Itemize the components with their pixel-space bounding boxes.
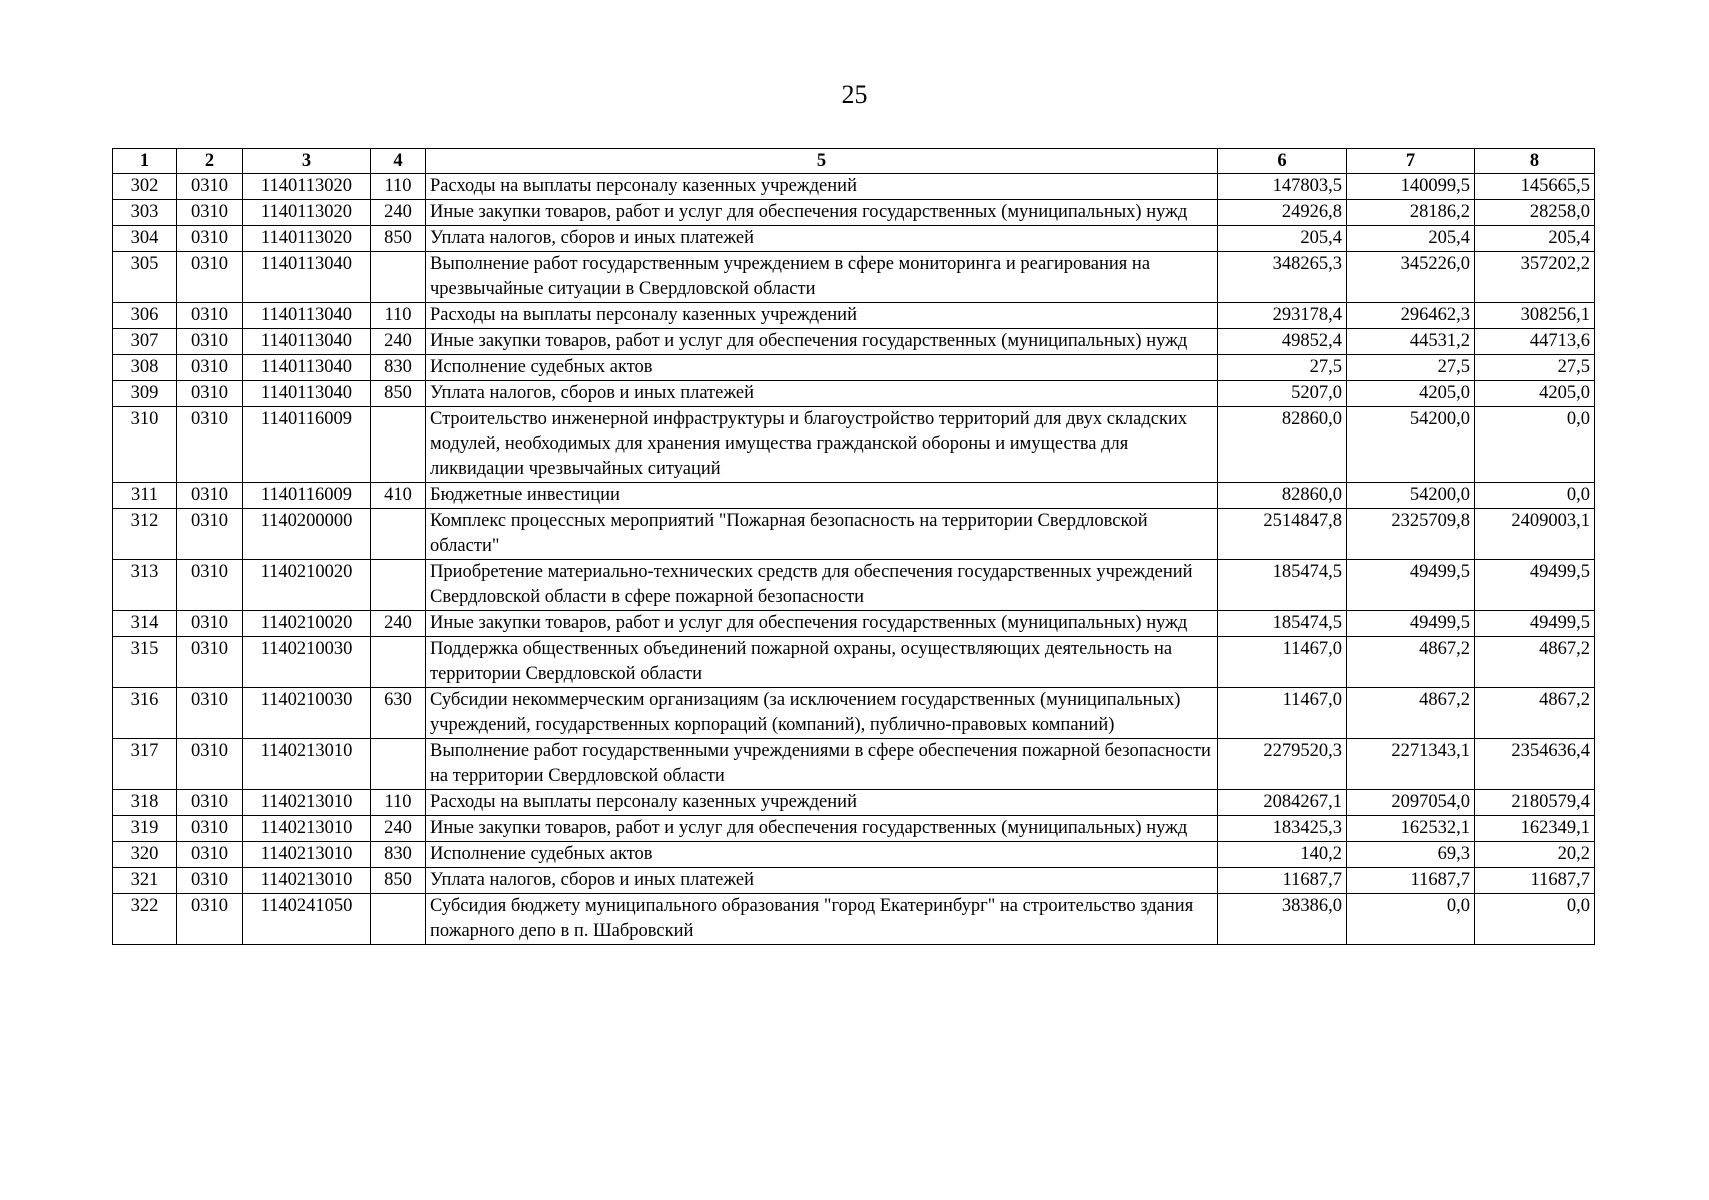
row-number-cell: 322 <box>113 894 177 945</box>
amount-year-1-cell: 49852,4 <box>1218 329 1347 355</box>
amount-year-1-cell: 27,5 <box>1218 355 1347 381</box>
target-code-cell: 1140210030 <box>243 688 371 739</box>
section-cell: 0310 <box>177 739 243 790</box>
target-code-cell: 1140241050 <box>243 894 371 945</box>
expense-type-cell: 240 <box>371 816 426 842</box>
description-cell: Приобретение материально-технических средств для обеспечения государственных учреждений Свердловской области в сфере пожарной безопасности <box>426 560 1218 611</box>
row-number-cell: 318 <box>113 790 177 816</box>
section-cell: 0310 <box>177 174 243 200</box>
table-row <box>113 252 1595 303</box>
expense-type-cell: 110 <box>371 303 426 329</box>
amount-year-1-cell: 205,4 <box>1218 226 1347 252</box>
target-code-cell: 1140116009 <box>243 483 371 509</box>
target-code-cell: 1140213010 <box>243 868 371 894</box>
section-cell: 0310 <box>177 560 243 611</box>
amount-year-2-cell: 4867,2 <box>1347 637 1475 688</box>
amount-year-3-cell: 2409003,1 <box>1475 509 1595 560</box>
amount-year-3-cell: 27,5 <box>1475 355 1595 381</box>
description-cell: Субсидия бюджету муниципального образования "город Екатеринбург" на строительство здания пожарного депо в п. Шабровский <box>426 894 1218 945</box>
target-code-cell: 1140116009 <box>243 407 371 483</box>
table-row <box>113 381 1595 407</box>
amount-year-3-cell: 0,0 <box>1475 894 1595 945</box>
expense-type-cell <box>371 637 426 688</box>
amount-year-3-cell: 49499,5 <box>1475 560 1595 611</box>
amount-year-3-cell: 205,4 <box>1475 226 1595 252</box>
row-number-cell: 321 <box>113 868 177 894</box>
description-cell: Исполнение судебных актов <box>426 842 1218 868</box>
amount-year-2-cell: 162532,1 <box>1347 816 1475 842</box>
amount-year-2-cell: 4205,0 <box>1347 381 1475 407</box>
expense-type-cell: 850 <box>371 868 426 894</box>
description-cell: Иные закупки товаров, работ и услуг для обеспечения государственных (муниципальных) нужд <box>426 200 1218 226</box>
target-code-cell: 1140210020 <box>243 560 371 611</box>
amount-year-3-cell: 2180579,4 <box>1475 790 1595 816</box>
target-code-cell: 1140113020 <box>243 200 371 226</box>
section-cell: 0310 <box>177 868 243 894</box>
table-header-row <box>113 149 1595 174</box>
amount-year-1-cell: 5207,0 <box>1218 381 1347 407</box>
amount-year-1-cell: 140,2 <box>1218 842 1347 868</box>
table-body <box>113 174 1595 945</box>
amount-year-1-cell: 11467,0 <box>1218 637 1347 688</box>
section-cell: 0310 <box>177 637 243 688</box>
amount-year-2-cell: 69,3 <box>1347 842 1475 868</box>
table-row <box>113 688 1595 739</box>
description-cell: Иные закупки товаров, работ и услуг для обеспечения государственных (муниципальных) нужд <box>426 611 1218 637</box>
amount-year-3-cell: 0,0 <box>1475 483 1595 509</box>
expense-type-cell: 110 <box>371 174 426 200</box>
section-cell: 0310 <box>177 483 243 509</box>
budget-table <box>112 148 1595 945</box>
amount-year-1-cell: 2084267,1 <box>1218 790 1347 816</box>
header-description: 5 <box>426 149 1218 174</box>
header-section: 2 <box>177 149 243 174</box>
expense-type-cell <box>371 407 426 483</box>
amount-year-1-cell: 2514847,8 <box>1218 509 1347 560</box>
row-number-cell: 320 <box>113 842 177 868</box>
table-row <box>113 226 1595 252</box>
amount-year-1-cell: 82860,0 <box>1218 407 1347 483</box>
header-year-3: 8 <box>1475 149 1595 174</box>
description-cell: Бюджетные инвестиции <box>426 483 1218 509</box>
expense-type-cell: 410 <box>371 483 426 509</box>
description-cell: Иные закупки товаров, работ и услуг для обеспечения государственных (муниципальных) нужд <box>426 816 1218 842</box>
amount-year-2-cell: 2271343,1 <box>1347 739 1475 790</box>
amount-year-2-cell: 49499,5 <box>1347 560 1475 611</box>
row-number-cell: 319 <box>113 816 177 842</box>
table-row <box>113 509 1595 560</box>
table-row <box>113 329 1595 355</box>
expense-type-cell: 630 <box>371 688 426 739</box>
table-row <box>113 200 1595 226</box>
row-number-cell: 313 <box>113 560 177 611</box>
amount-year-1-cell: 185474,5 <box>1218 611 1347 637</box>
target-code-cell: 1140213010 <box>243 790 371 816</box>
amount-year-2-cell: 2325709,8 <box>1347 509 1475 560</box>
row-number-cell: 311 <box>113 483 177 509</box>
amount-year-1-cell: 183425,3 <box>1218 816 1347 842</box>
section-cell: 0310 <box>177 381 243 407</box>
amount-year-1-cell: 24926,8 <box>1218 200 1347 226</box>
expense-type-cell: 110 <box>371 790 426 816</box>
header-year-1: 6 <box>1218 149 1347 174</box>
amount-year-2-cell: 2097054,0 <box>1347 790 1475 816</box>
section-cell: 0310 <box>177 303 243 329</box>
table-row <box>113 483 1595 509</box>
section-cell: 0310 <box>177 200 243 226</box>
row-number-cell: 316 <box>113 688 177 739</box>
amount-year-1-cell: 11467,0 <box>1218 688 1347 739</box>
expense-type-cell <box>371 739 426 790</box>
expense-type-cell <box>371 894 426 945</box>
expense-type-cell: 240 <box>371 611 426 637</box>
target-code-cell: 1140200000 <box>243 509 371 560</box>
expense-type-cell: 240 <box>371 200 426 226</box>
row-number-cell: 309 <box>113 381 177 407</box>
expense-type-cell: 240 <box>371 329 426 355</box>
description-cell: Иные закупки товаров, работ и услуг для обеспечения государственных (муниципальных) нужд <box>426 329 1218 355</box>
amount-year-1-cell: 2279520,3 <box>1218 739 1347 790</box>
target-code-cell: 1140113020 <box>243 174 371 200</box>
amount-year-1-cell: 348265,3 <box>1218 252 1347 303</box>
section-cell: 0310 <box>177 816 243 842</box>
description-cell: Расходы на выплаты персоналу казенных учреждений <box>426 303 1218 329</box>
table-row <box>113 560 1595 611</box>
section-cell: 0310 <box>177 688 243 739</box>
amount-year-1-cell: 38386,0 <box>1218 894 1347 945</box>
page-number: 25 <box>841 80 868 109</box>
section-cell: 0310 <box>177 611 243 637</box>
section-cell: 0310 <box>177 790 243 816</box>
row-number-cell: 310 <box>113 407 177 483</box>
target-code-cell: 1140113040 <box>243 355 371 381</box>
row-number-cell: 312 <box>113 509 177 560</box>
target-code-cell: 1140113040 <box>243 303 371 329</box>
table-row <box>113 816 1595 842</box>
amount-year-2-cell: 11687,7 <box>1347 868 1475 894</box>
row-number-cell: 315 <box>113 637 177 688</box>
target-code-cell: 1140113020 <box>243 226 371 252</box>
description-cell: Расходы на выплаты персоналу казенных учреждений <box>426 174 1218 200</box>
table-row <box>113 842 1595 868</box>
target-code-cell: 1140210020 <box>243 611 371 637</box>
description-cell: Выполнение работ государственным учреждением в сфере мониторинга и реагирования на чрезвычайные ситуации в Свердловской области <box>426 252 1218 303</box>
row-number-cell: 307 <box>113 329 177 355</box>
expense-type-cell <box>371 509 426 560</box>
description-cell: Расходы на выплаты персоналу казенных учреждений <box>426 790 1218 816</box>
table-row <box>113 611 1595 637</box>
target-code-cell: 1140113040 <box>243 381 371 407</box>
amount-year-3-cell: 4205,0 <box>1475 381 1595 407</box>
amount-year-1-cell: 185474,5 <box>1218 560 1347 611</box>
expense-type-cell: 850 <box>371 226 426 252</box>
row-number-cell: 314 <box>113 611 177 637</box>
amount-year-3-cell: 20,2 <box>1475 842 1595 868</box>
expense-type-cell: 830 <box>371 842 426 868</box>
amount-year-1-cell: 293178,4 <box>1218 303 1347 329</box>
amount-year-3-cell: 2354636,4 <box>1475 739 1595 790</box>
row-number-cell: 308 <box>113 355 177 381</box>
description-cell: Комплекс процессных мероприятий "Пожарная безопасность на территории Свердловской области" <box>426 509 1218 560</box>
section-cell: 0310 <box>177 509 243 560</box>
table-row <box>113 894 1595 945</box>
description-cell: Поддержка общественных объединений пожарной охраны, осуществляющих деятельность на территории Свердловской области <box>426 637 1218 688</box>
target-code-cell: 1140113040 <box>243 252 371 303</box>
amount-year-1-cell: 147803,5 <box>1218 174 1347 200</box>
amount-year-2-cell: 345226,0 <box>1347 252 1475 303</box>
expense-type-cell: 830 <box>371 355 426 381</box>
amount-year-1-cell: 82860,0 <box>1218 483 1347 509</box>
table-row <box>113 303 1595 329</box>
table-row <box>113 355 1595 381</box>
amount-year-2-cell: 140099,5 <box>1347 174 1475 200</box>
amount-year-3-cell: 162349,1 <box>1475 816 1595 842</box>
target-code-cell: 1140213010 <box>243 816 371 842</box>
header-row-number: 1 <box>113 149 177 174</box>
amount-year-2-cell: 27,5 <box>1347 355 1475 381</box>
description-cell: Субсидии некоммерческим организациям (за исключением государственных (муниципальных) учреждений, государственных корпораций (компаний), публично-правовых компаний) <box>426 688 1218 739</box>
table-row <box>113 407 1595 483</box>
amount-year-2-cell: 54200,0 <box>1347 407 1475 483</box>
description-cell: Уплата налогов, сборов и иных платежей <box>426 381 1218 407</box>
amount-year-2-cell: 28186,2 <box>1347 200 1475 226</box>
section-cell: 0310 <box>177 252 243 303</box>
amount-year-3-cell: 357202,2 <box>1475 252 1595 303</box>
target-code-cell: 1140113040 <box>243 329 371 355</box>
expense-type-cell <box>371 252 426 303</box>
row-number-cell: 306 <box>113 303 177 329</box>
amount-year-3-cell: 28258,0 <box>1475 200 1595 226</box>
table-row <box>113 174 1595 200</box>
header-expense-type: 4 <box>371 149 426 174</box>
amount-year-2-cell: 296462,3 <box>1347 303 1475 329</box>
amount-year-3-cell: 44713,6 <box>1475 329 1595 355</box>
header-target-code: 3 <box>243 149 371 174</box>
table-row <box>113 790 1595 816</box>
row-number-cell: 303 <box>113 200 177 226</box>
header-year-2: 7 <box>1347 149 1475 174</box>
description-cell: Уплата налогов, сборов и иных платежей <box>426 226 1218 252</box>
section-cell: 0310 <box>177 329 243 355</box>
amount-year-2-cell: 0,0 <box>1347 894 1475 945</box>
description-cell: Строительство инженерной инфраструктуры и благоустройство территорий для двух складских модулей, необходимых для хранения имущества гражданской обороны и имущества для ликвидации чрезвычайных ситуаций <box>426 407 1218 483</box>
row-number-cell: 305 <box>113 252 177 303</box>
row-number-cell: 302 <box>113 174 177 200</box>
amount-year-3-cell: 11687,7 <box>1475 868 1595 894</box>
description-cell: Исполнение судебных актов <box>426 355 1218 381</box>
row-number-cell: 317 <box>113 739 177 790</box>
section-cell: 0310 <box>177 226 243 252</box>
section-cell: 0310 <box>177 355 243 381</box>
table-row <box>113 868 1595 894</box>
section-cell: 0310 <box>177 407 243 483</box>
amount-year-2-cell: 205,4 <box>1347 226 1475 252</box>
description-cell: Выполнение работ государственными учреждениями в сфере обеспечения пожарной безопасности на территории Свердловской области <box>426 739 1218 790</box>
row-number-cell: 304 <box>113 226 177 252</box>
table-row <box>113 637 1595 688</box>
description-cell: Уплата налогов, сборов и иных платежей <box>426 868 1218 894</box>
amount-year-3-cell: 145665,5 <box>1475 174 1595 200</box>
target-code-cell: 1140213010 <box>243 739 371 790</box>
amount-year-3-cell: 49499,5 <box>1475 611 1595 637</box>
target-code-cell: 1140213010 <box>243 842 371 868</box>
section-cell: 0310 <box>177 842 243 868</box>
amount-year-3-cell: 4867,2 <box>1475 688 1595 739</box>
amount-year-3-cell: 0,0 <box>1475 407 1595 483</box>
section-cell: 0310 <box>177 894 243 945</box>
amount-year-3-cell: 308256,1 <box>1475 303 1595 329</box>
expense-type-cell: 850 <box>371 381 426 407</box>
amount-year-3-cell: 4867,2 <box>1475 637 1595 688</box>
target-code-cell: 1140210030 <box>243 637 371 688</box>
expense-type-cell <box>371 560 426 611</box>
table-row <box>113 739 1595 790</box>
amount-year-2-cell: 4867,2 <box>1347 688 1475 739</box>
amount-year-2-cell: 54200,0 <box>1347 483 1475 509</box>
amount-year-2-cell: 49499,5 <box>1347 611 1475 637</box>
amount-year-1-cell: 11687,7 <box>1218 868 1347 894</box>
amount-year-2-cell: 44531,2 <box>1347 329 1475 355</box>
